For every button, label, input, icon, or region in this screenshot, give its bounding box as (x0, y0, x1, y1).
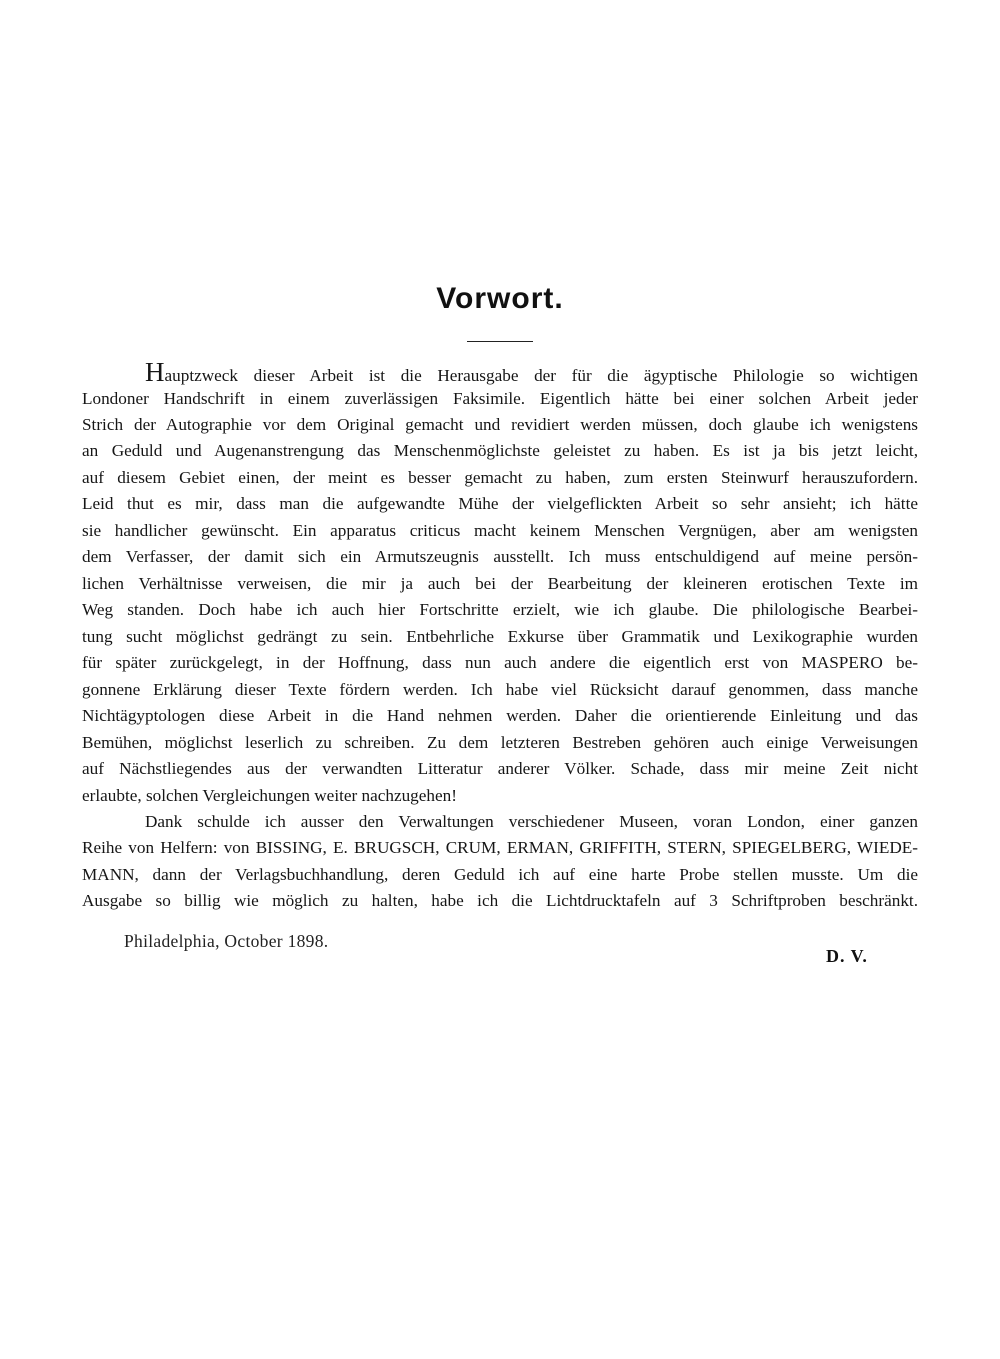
paragraph-1-line-8: dem Verfasser, der damit sich ein Armutszeugnis ausstellt. Ich muss entschuldigend auf meine persön- (82, 547, 918, 566)
paragraph-1-line-15: Bemühen, möglichst leserlich zu schreiben. Zu dem letzteren Bestreben gehören auch einige Verweisungen (82, 733, 918, 752)
paragraph-1-line-10: Weg standen. Doch habe ich auch hier Fortschritte erzielt, wie ich glaube. Die philologische Bearbei- (82, 600, 918, 619)
paragraph-1-line-9: lichen Verhältnisse verweisen, die mir ja auch bei der Bearbeitung der kleineren erotischen Texte im (82, 574, 918, 593)
paragraph-1-line-2: Londoner Handschrift in einem zuverlässigen Faksimile. Eigentlich hätte bei einer solchen Arbeit jeder (82, 389, 918, 408)
paragraph-1-line-3: Strich der Autographie vor dem Original gemacht und revidiert werden müssen, doch glaube ich wenigstens (82, 415, 918, 434)
paragraph-1-line-1: Hauptzweck dieser Arbeit ist die Herausgabe der für die ägyptische Philologie so wichtigen (145, 357, 918, 387)
page-title: Vorwort. (436, 282, 564, 315)
paragraph-1-line-4: an Geduld und Augenanstrengung das Menschenmöglichste geleistet zu haben. Es ist ja bis jetzt leicht, (82, 441, 918, 460)
paragraph-2-line-4: Ausgabe so billig wie möglich zu halten, habe ich die Lichtdrucktafeln auf 3 Schriftproben beschränkt. (82, 891, 918, 910)
author-initials: D. V. (826, 946, 868, 966)
paragraph-2-line-1: Dank schulde ich ausser den Verwaltungen verschiedener Museen, voran London, einer ganzen (145, 812, 918, 831)
paragraph-2-line-3: MANN, dann der Verlagsbuchhandlung, deren Geduld ich auf eine harte Probe stellen musste. Um die (82, 865, 918, 884)
paragraph-1-line-17: erlaubte, solchen Vergleichungen weiter nachzugehen! (82, 786, 457, 805)
paragraph-1-line-14: Nichtägyptologen diese Arbeit in die Hand nehmen werden. Daher die orientierende Einleitung und das (82, 706, 918, 725)
paragraph-1-line-13: gonnene Erklärung dieser Texte fördern werden. Ich habe viel Rücksicht darauf genommen, dass manche (82, 680, 918, 699)
paragraph-2-line-2: Reihe von Helfern: von BISSING, E. BRUGSCH, CRUM, ERMAN, GRIFFITH, STERN, SPIEGELBERG, WIEDE- (82, 838, 918, 857)
paragraph-1-line-16: auf Nächstliegendes aus der verwandten Litteratur anderer Völker. Schade, dass mir meine Zeit nicht (82, 759, 918, 778)
paragraph-1-line-7: sie handlicher gewünscht. Ein apparatus criticus macht keinem Menschen Vergnügen, aber am wenigsten (82, 521, 918, 540)
paragraph-1-line-5: auf diesem Gebiet einen, der meint es besser gemacht zu haben, zum ersten Steinwurf herauszufordern. (82, 468, 918, 487)
paragraph-1-line-6: Leid thut es mir, dass man die aufgewandte Mühe der vielgeflickten Arbeit so sehr ansieht; ich hätte (82, 494, 918, 513)
paragraph-1-line-11: tung sucht möglichst gedrängt zu sein. Entbehrliche Exkurse über Grammatik und Lexikographie wurden (82, 627, 918, 646)
drop-cap: H (145, 357, 165, 387)
place-and-date: Philadelphia, October 1898. (124, 931, 329, 951)
paragraph-1-line-12: für später zurückgelegt, in der Hoffnung, dass nun auch andere die eigentlich erst von MASPERO be- (82, 653, 918, 672)
title-rule (467, 341, 533, 342)
